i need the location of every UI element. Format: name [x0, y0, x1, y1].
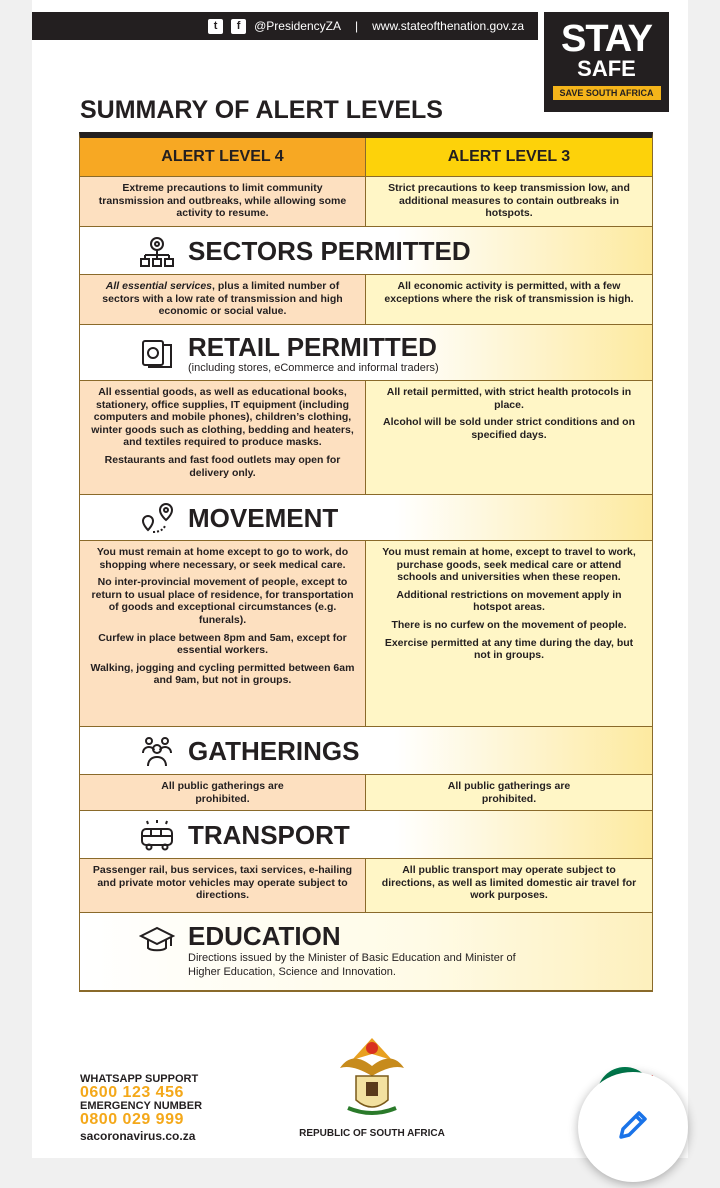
- gatherings-level-4: All public gatherings are prohibited.: [80, 775, 366, 810]
- level-3-intro: Strict precautions to keep transmission low, and additional measures to contain outbreaks in hotspots.: [366, 177, 652, 226]
- retail-level-4-restaurants: Restaurants and fast food outlets may open for delivery only.: [104, 453, 341, 479]
- level-header-row: [80, 138, 652, 177]
- movement-level-4-exercise: Walking, jogging and cycling permitted between 6am and 9am, but not in groups.: [90, 661, 355, 687]
- section-gatherings: [80, 727, 652, 775]
- header-separator: |: [355, 19, 359, 33]
- people-group-icon: [138, 732, 176, 770]
- twitter-handle[interactable]: @PresidencyZA: [254, 19, 341, 33]
- support-contacts: [80, 1073, 202, 1144]
- retail-level-4: [80, 381, 366, 494]
- retail-wallet-icon: [138, 334, 176, 372]
- emergency-number[interactable]: 0800 029 999: [80, 1111, 184, 1128]
- level-4-intro: Extreme precautions to limit community transmission and outbreaks, while allowing some activity to resume.: [80, 177, 366, 226]
- page-title: SUMMARY OF ALERT LEVELS: [80, 96, 443, 124]
- sectors-level-4-emphasis: All essential services: [105, 280, 213, 292]
- twitter-icon[interactable]: t: [208, 19, 223, 34]
- alert-level-3-header: ALERT LEVEL 3: [366, 138, 652, 176]
- stay-safe-badge: [544, 12, 669, 112]
- movement-level-3-hotspots: Additional restrictions on movement apply in hotspot areas.: [396, 588, 622, 614]
- transport-level-4: Passenger rail, bus services, taxi services, e-hailing and private motor vehicles may operate subject to directions.: [80, 859, 366, 912]
- education-subtitle: Directions issued by the Minister of Basic Education and Minister of Higher Education, Science and Innovation.: [188, 952, 516, 978]
- retail-row: [80, 381, 652, 495]
- website-link[interactable]: www.stateofthenation.gov.za: [372, 19, 524, 33]
- movement-level-3: [366, 541, 652, 726]
- factory-icon: [138, 232, 176, 270]
- retail-heading: [188, 332, 439, 374]
- intro-row: [80, 177, 652, 227]
- sectors-level-4: [80, 275, 366, 324]
- bus-icon: [138, 816, 176, 854]
- section-retail: [80, 325, 652, 381]
- transport-title: TRANSPORT: [188, 819, 350, 850]
- whatsapp-label: WHATSAPP SUPPORT: [80, 1073, 199, 1085]
- sacoronavirus-link[interactable]: sacoronavirus.co.za: [80, 1129, 196, 1143]
- section-transport: [80, 811, 652, 859]
- movement-level-3-home: You must remain at home, except to travel to work, purchase goods, seek medical care or attend schools and universities when these reopen.: [382, 546, 636, 584]
- social-header-bar: [32, 12, 538, 40]
- section-education: [80, 913, 652, 991]
- alert-levels-table: [79, 132, 653, 992]
- education-title: EDUCATION: [188, 921, 341, 951]
- movement-row: [80, 541, 652, 727]
- badge-safe-text: SAFE: [577, 56, 636, 81]
- graduation-cap-icon: [138, 921, 176, 959]
- retail-level-3: [366, 381, 652, 494]
- republic-of-south-africa-text: REPUBLIC OF SOUTH AFRICA: [299, 1128, 445, 1139]
- retail-level-3-alcohol: Alcohol will be sold under strict conditions and on specified days.: [382, 416, 635, 441]
- sectors-level-3: All economic activity is permitted, with a few exceptions where the risk of transmission is high.: [366, 275, 652, 324]
- movement-level-4-home: You must remain at home except to go to work, do shopping where necessary, or seek medical care.: [96, 546, 349, 571]
- alert-level-4-header: ALERT LEVEL 4: [80, 138, 366, 176]
- gatherings-title: GATHERINGS: [188, 735, 360, 766]
- emergency-label: EMERGENCY NUMBER: [80, 1100, 203, 1112]
- retail-subtitle: (including stores, eCommerce and informal traders): [188, 361, 439, 374]
- transport-row: [80, 859, 652, 913]
- facebook-icon[interactable]: f: [231, 19, 246, 34]
- movement-level-4-interprovincial: No inter-provincial movement of people, except to return to usual place of residence, for transportation of goods and exceptional circumstances (e.g. funerals).: [91, 576, 354, 626]
- gatherings-row: [80, 775, 652, 811]
- movement-level-3-curfew: There is no curfew on the movement of people.: [391, 618, 627, 631]
- education-heading: [188, 921, 528, 979]
- section-movement: [80, 495, 652, 541]
- infographic-page: [32, 0, 688, 1158]
- edit-fab-button[interactable]: [578, 1072, 688, 1182]
- retail-level-4-goods: All essential goods, as well as educational books, stationery, office supplies, IT equipment (including computers and mobile phones), children’s clothing, winter goods such as clothing, bedding and heaters, and textiles required to produce masks.: [91, 386, 354, 449]
- gatherings-level-3: All public gatherings are prohibited.: [366, 775, 652, 810]
- badge-stay-text: STAY: [560, 18, 653, 60]
- pencil-icon: [613, 1105, 653, 1150]
- sectors-title: SECTORS PERMITTED: [188, 235, 471, 266]
- movement-level-3-exercise: Exercise permitted at any time during the day, but not in groups.: [384, 636, 634, 662]
- transport-level-3: All public transport may operate subject to directions, as well as limited domestic air travel for work purposes.: [366, 859, 652, 912]
- coat-of-arms-icon: [332, 1030, 412, 1120]
- sectors-level-4-text: , plus a limited number of sectors with a low rate of transmission and high economic or social value.: [102, 280, 343, 318]
- movement-level-4-curfew: Curfew in place between 8pm and 5am, except for essential workers.: [98, 631, 347, 657]
- retail-level-3-retail: All retail permitted, with strict health protocols in place.: [386, 386, 632, 411]
- movement-level-4: [80, 541, 366, 726]
- retail-title: RETAIL PERMITTED: [188, 331, 437, 362]
- sectors-row: [80, 275, 652, 325]
- badge-save-sa-text: SAVE SOUTH AFRICA: [553, 86, 661, 100]
- route-pin-icon: [138, 499, 176, 537]
- movement-title: MOVEMENT: [188, 502, 339, 533]
- section-sectors: [80, 227, 652, 275]
- whatsapp-number[interactable]: 0600 123 456: [80, 1084, 184, 1101]
